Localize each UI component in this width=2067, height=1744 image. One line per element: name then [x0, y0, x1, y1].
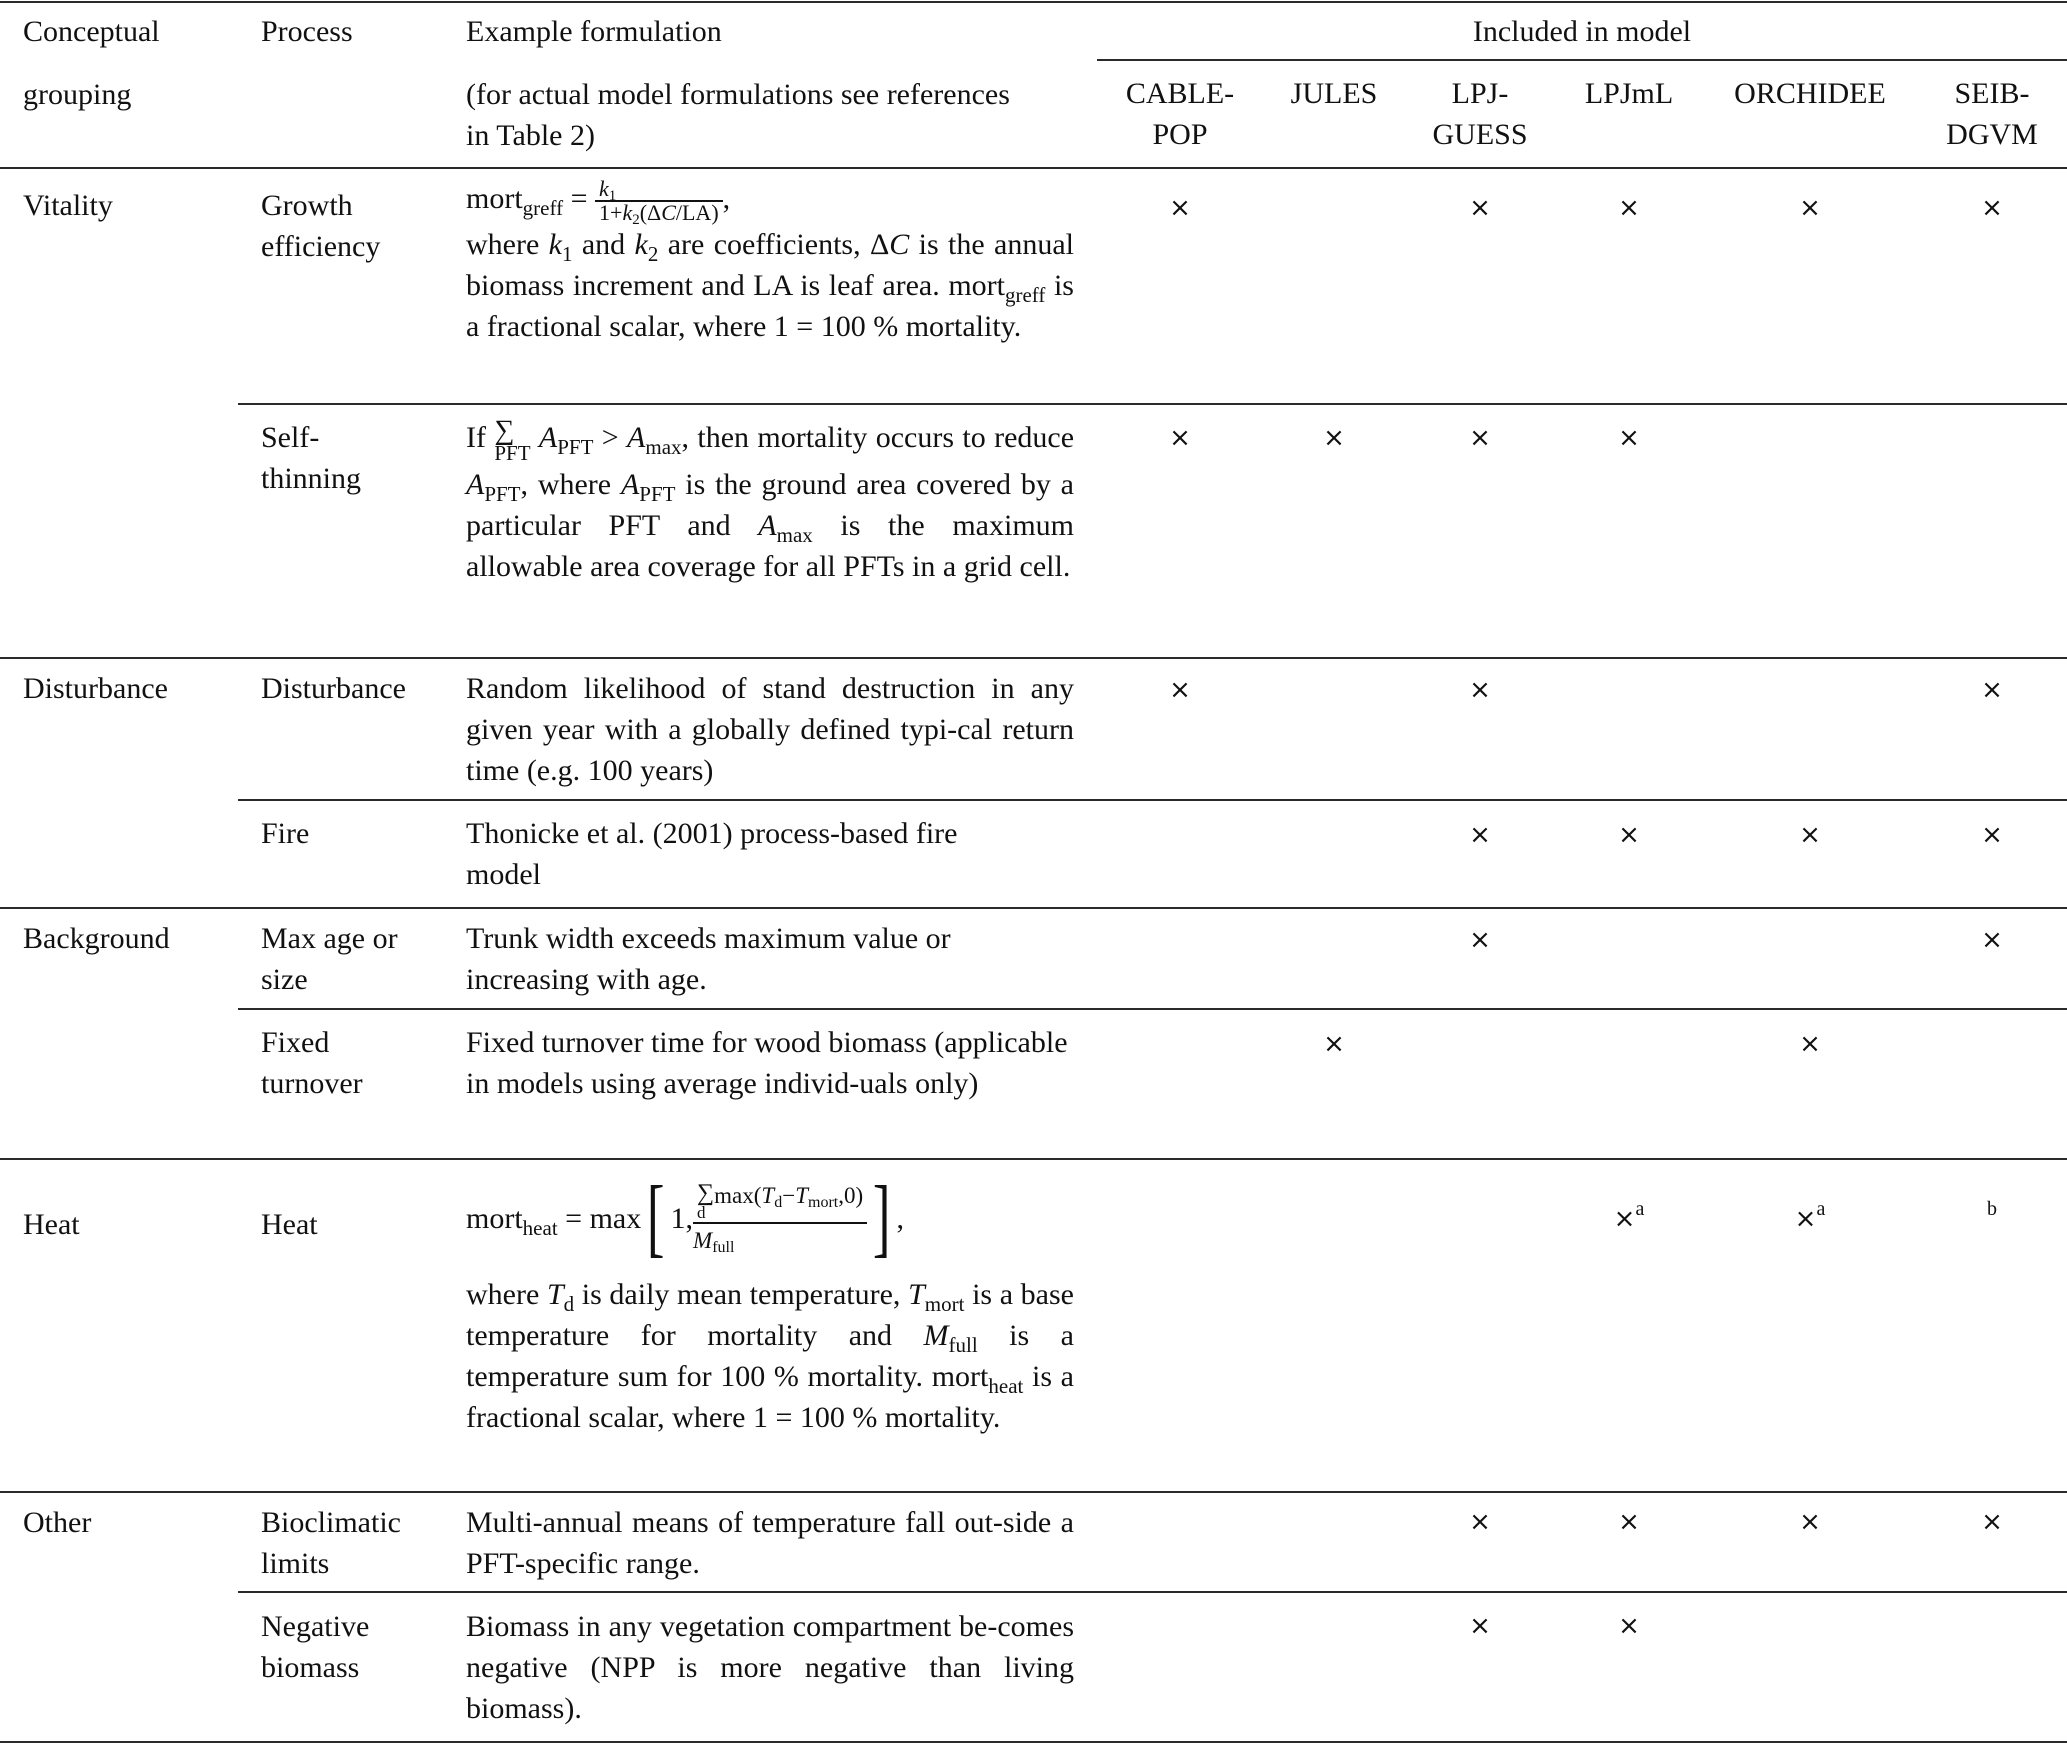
included-mark — [1544, 815, 1714, 856]
footnote-ref: a — [1816, 1198, 1826, 1220]
group-label: Heat — [23, 1208, 80, 1241]
group-divider — [0, 657, 2067, 659]
formulation-text: Random likelihood of stand destruction in any given year with a globally defined typi-cal return time (e.g. 100 years) — [466, 672, 1074, 787]
header-conceptual-grouping — [23, 11, 233, 115]
model-header-lpjguess — [1395, 73, 1565, 155]
included-mark — [1907, 815, 2067, 856]
included-mark — [1544, 188, 1714, 229]
process-label — [261, 1606, 461, 1688]
summation: ∑ PFT — [494, 415, 531, 465]
formulation-text: Trunk width exceeds maximum value or increasing with age. — [466, 922, 951, 996]
cross-icon: × — [1469, 423, 1491, 453]
process-text: biomass — [261, 1651, 360, 1684]
model-header-jules — [1249, 73, 1419, 114]
footnote-ref: a — [1635, 1198, 1645, 1220]
cross-icon: × — [1323, 423, 1345, 453]
process-text: turnover — [261, 1067, 363, 1100]
formula-greff: mort$_{greff}$ = $\frac{k_1}{1+k_2(\Delta C/LA)}$ , — [466, 176, 731, 229]
header-text: Example formulation — [466, 15, 722, 48]
process-text: Negative — [261, 1610, 370, 1643]
cross-icon: × — [1469, 820, 1491, 850]
included-mark — [1544, 1199, 1714, 1240]
model-header-line: LPJ- — [1451, 77, 1509, 110]
model-header-line: JULES — [1290, 77, 1378, 110]
cross-icon: × — [1169, 423, 1191, 453]
cross-icon: × — [1981, 193, 2003, 223]
group-label: Vitality — [23, 189, 113, 222]
model-header-line: POP — [1152, 118, 1208, 151]
table-bottom-rule — [0, 1741, 2067, 1743]
model-header-line: SEIB- — [1954, 77, 2030, 110]
group-label: Disturbance — [23, 672, 168, 705]
cross-icon: × — [1981, 925, 2003, 955]
cross-icon: × — [1799, 820, 1821, 850]
cross-icon: × — [1469, 1611, 1491, 1641]
formulation-growth-efficiency — [466, 178, 1074, 347]
included-mark — [1395, 418, 1565, 459]
cross-icon: × — [1981, 820, 2003, 850]
process-label — [261, 417, 461, 499]
formulation-text: where $T_d$ is daily mean temperature, $T_{mort}$ is a base temperature for mortality and $M_{full}$ is a temperature sum for 100 % mortality. mort$_{heat}$ is a fractional scalar, where 1 = 100 % mortality. — [466, 1278, 1075, 1434]
included-in-model-rule — [1097, 59, 2067, 61]
process-text: Bioclimatic — [261, 1506, 401, 1539]
header-process: Process — [261, 15, 353, 48]
row-divider — [238, 799, 2067, 801]
row-divider — [238, 403, 2067, 405]
included-mark — [1395, 188, 1565, 229]
cross-icon: × — [1794, 1204, 1817, 1234]
included-mark — [1725, 1024, 1895, 1065]
process-text: size — [261, 963, 308, 996]
included-mark — [1095, 670, 1265, 711]
included-mark — [1395, 1606, 1565, 1647]
process-text: Growth — [261, 189, 353, 222]
formulation-text: where $k_1$ and $k_2$ are coefficients, ΔC is the annual biomass increment and LA is leaf area. mort$_{greff}$ is a fractional scalar, where 1 = 100 % mortality. — [466, 228, 1074, 344]
included-mark — [1907, 1502, 2067, 1543]
cross-icon: × — [1981, 1507, 2003, 1537]
process-label — [261, 1502, 461, 1584]
formulation-text: Thonicke et al. (2001) process-based fire model — [466, 817, 958, 891]
model-header-line: ORCHIDEE — [1734, 77, 1886, 110]
header-note: in Table 2) — [466, 119, 595, 152]
group-divider — [0, 1158, 2067, 1160]
cross-icon: × — [1169, 193, 1191, 223]
formula-heat: mort$_{heat}$ = max [ 1, ∑ d $\max(T_d-T_{mort},0)$ $M_{full}$ ] , — [466, 1169, 904, 1266]
header-example-formulation — [466, 11, 1074, 156]
cross-icon: × — [1618, 1611, 1640, 1641]
included-mark — [1395, 1502, 1565, 1543]
process-text: Self- — [261, 421, 320, 454]
model-header-cablepop — [1095, 73, 1265, 155]
formulation-self-thinning — [466, 415, 1075, 583]
process-text: efficiency — [261, 230, 381, 263]
included-mark — [1544, 418, 1714, 459]
row-divider — [238, 1591, 2067, 1593]
header-note: (for actual model formulations see references — [466, 78, 1010, 111]
included-mark — [1249, 1024, 1419, 1065]
header-text: grouping — [23, 78, 132, 111]
header-bottom-rule — [0, 167, 2067, 169]
model-header-lpjml — [1544, 73, 1714, 114]
formulation-text: Multi-annual means of temperature fall out-side a PFT-specific range. — [466, 1506, 1074, 1580]
model-header-seibdgvm — [1907, 73, 2067, 155]
process-text: Max age or — [261, 922, 398, 955]
footnote-mark — [1907, 1199, 2067, 1240]
cross-icon: × — [1323, 1029, 1345, 1059]
included-mark — [1249, 418, 1419, 459]
fraction: ∑ d $\max(T_d-T_{mort},0)$ $M_{full}$ — [693, 1183, 867, 1253]
model-header-line: DGVM — [1946, 118, 2038, 151]
cross-icon: × — [1469, 675, 1491, 705]
cross-icon: × — [1613, 1204, 1636, 1234]
included-mark — [1544, 1606, 1714, 1647]
formulation-text: Biomass in any vegetation compartment be-comes negative (NPP is more negative than living biomass). — [466, 1610, 1074, 1725]
cross-icon: × — [1469, 1507, 1491, 1537]
cross-icon: × — [1618, 423, 1640, 453]
left-bracket: [ — [647, 1169, 665, 1266]
cross-icon: × — [1799, 1507, 1821, 1537]
model-header-orchidee — [1725, 73, 1895, 114]
formulation-heat — [466, 1162, 1074, 1438]
right-bracket: ] — [873, 1169, 891, 1266]
header-included-in-model: Included in model — [1472, 15, 1692, 48]
process-text: limits — [261, 1547, 330, 1580]
included-mark — [1395, 815, 1565, 856]
formula-self-thinning: If ∑ PFT $A_{PFT} > A_{max}$, then mortality occurs to reduce $A_{PFT}$, where $A_{PFT}$ is the ground area covered by a particular PFT and $A_{max}$ is the maximum allowable area coverage for all PFTs in a grid cell. — [466, 415, 1075, 583]
model-header-line: GUESS — [1432, 118, 1528, 151]
included-mark — [1395, 670, 1565, 711]
model-header-line: CABLE- — [1125, 77, 1235, 110]
formulation-text: Fixed turnover time for wood biomass (applicable in models using average individ-uals only) — [466, 1026, 1068, 1100]
group-label: Background — [23, 922, 170, 955]
cross-icon: × — [1799, 193, 1821, 223]
cross-icon: × — [1469, 925, 1491, 955]
cross-icon: × — [1469, 193, 1491, 223]
included-mark — [1725, 815, 1895, 856]
header-text: Conceptual — [23, 15, 160, 48]
table-top-rule — [0, 1, 2067, 3]
process-text: Fixed — [261, 1026, 330, 1059]
process-label — [261, 918, 461, 1000]
process-text: thinning — [261, 462, 362, 495]
included-mark — [1907, 670, 2067, 711]
included-mark — [1725, 1502, 1895, 1543]
cross-icon: × — [1981, 675, 2003, 705]
group-divider — [0, 1491, 2067, 1493]
included-mark — [1725, 1199, 1895, 1240]
cross-icon: × — [1618, 193, 1640, 223]
fraction: $\frac{k_1}{1+k_2(\Delta C/LA)}$ — [595, 178, 723, 224]
included-mark — [1395, 920, 1565, 961]
cross-icon: × — [1618, 1507, 1640, 1537]
model-header-line: LPJmL — [1584, 77, 1674, 110]
included-mark — [1725, 188, 1895, 229]
process-label — [261, 185, 461, 267]
included-mark — [1095, 188, 1265, 229]
row-divider — [238, 1008, 2067, 1010]
cross-icon: × — [1799, 1029, 1821, 1059]
cross-icon: × — [1618, 820, 1640, 850]
group-label: Other — [23, 1506, 92, 1539]
included-mark — [1544, 1502, 1714, 1543]
process-label — [261, 1022, 461, 1104]
group-divider — [0, 907, 2067, 909]
process-label: Fire — [261, 817, 310, 850]
included-mark — [1907, 188, 2067, 229]
cross-icon: × — [1169, 675, 1191, 705]
included-mark — [1907, 920, 2067, 961]
process-label: Heat — [261, 1208, 318, 1241]
included-mark — [1095, 418, 1265, 459]
footnote-ref: b — [1987, 1198, 1997, 1220]
process-label: Disturbance — [261, 672, 406, 705]
